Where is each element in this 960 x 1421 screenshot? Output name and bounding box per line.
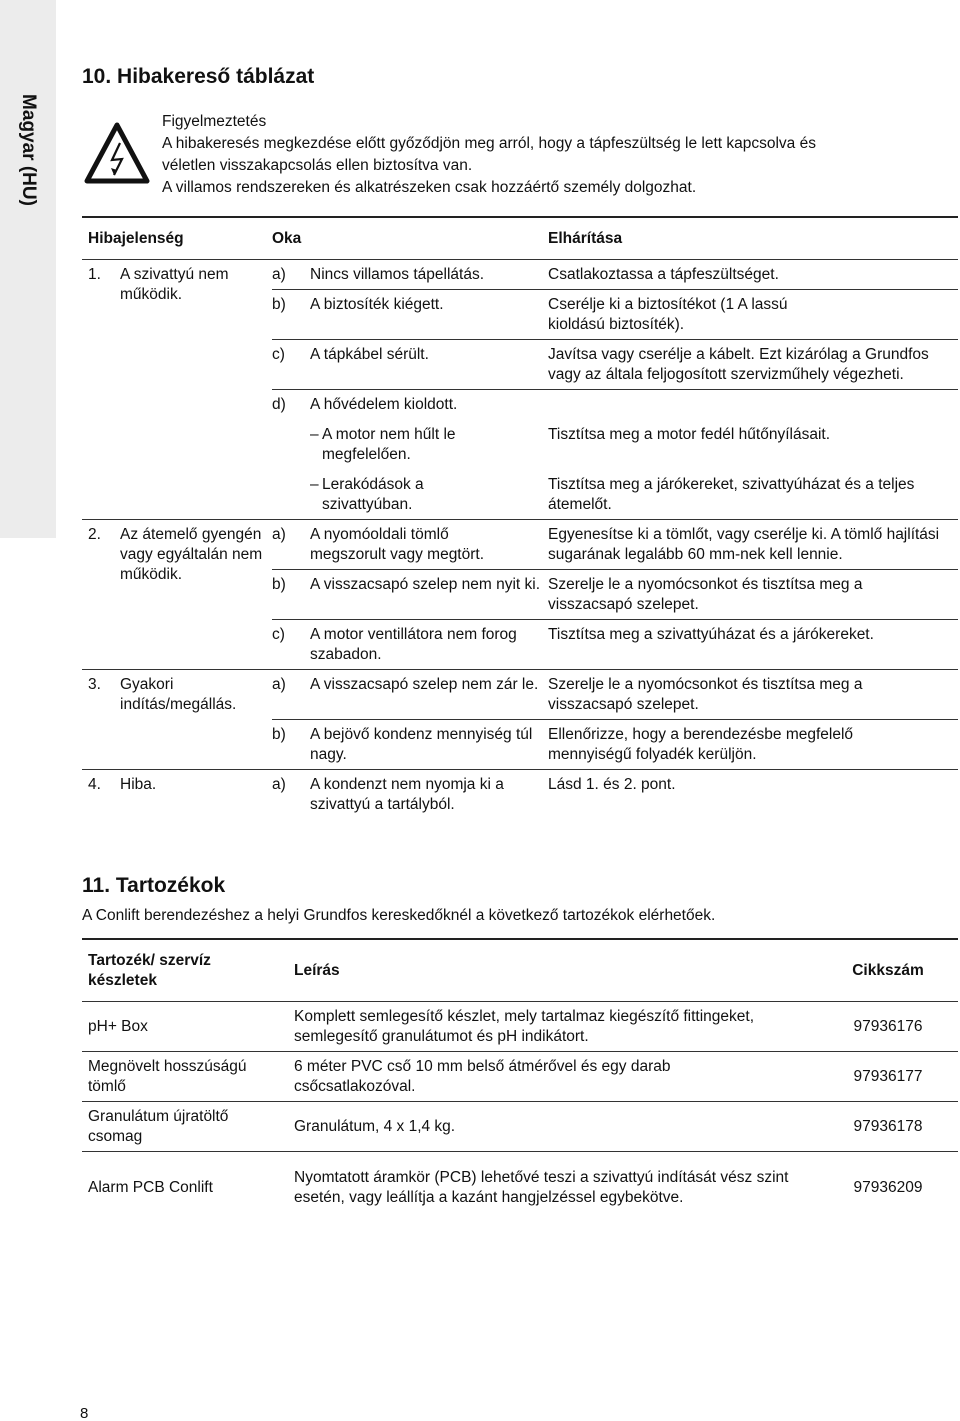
remedy-text: Tisztítsa meg a járókereket, szivattyúházat és a teljes átemelőt. <box>548 476 915 513</box>
cause-row <box>272 520 958 570</box>
subcause-row <box>272 415 958 465</box>
fault-group <box>82 260 958 520</box>
cause-text: A biztosíték kiégett. <box>310 296 444 313</box>
cause-letter: b) <box>272 726 286 743</box>
warning-line: véletlen visszakapcsolás ellen biztosítva van. <box>162 157 473 174</box>
fault-causes <box>272 520 958 669</box>
accessory-name: Alarm PCB Conlift <box>88 1179 213 1196</box>
fault-group <box>82 520 958 670</box>
warning-heading: Figyelmeztetés <box>162 113 267 130</box>
accessories-intro: A Conlift berendezéshez a helyi Grundfos kereskedőknél a következő tartozékok elérhetőek. <box>82 907 716 924</box>
page-number: 8 <box>80 1405 89 1421</box>
fault-causes <box>272 770 958 819</box>
accessory-name: Granulátum újratöltő csomag <box>88 1107 229 1145</box>
electrical-warning-triangle-icon <box>84 122 150 184</box>
remedy-text: Lásd 1. és 2. pont. <box>548 776 676 793</box>
remedy-text: Szerelje le a nyomócsonkot és tisztítsa meg a visszacsapó szelepet. <box>548 576 863 613</box>
remedy-text: Szerelje le a nyomócsonkot és tisztítsa meg a visszacsapó szelepet. <box>548 676 863 713</box>
subcause-dash: – <box>310 476 319 493</box>
cause-text: A visszacsapó szelep nem zár le. <box>310 676 539 693</box>
remedy-text <box>548 395 958 415</box>
cause-row <box>272 670 958 720</box>
cause-row <box>272 620 958 669</box>
header-remedy: Elhárítása <box>548 229 623 247</box>
fault-symptom-text: Hiba. <box>120 776 157 793</box>
cause-row <box>272 260 958 290</box>
fault-symptom <box>82 670 272 769</box>
remedy-text: Ellenőrizze, hogy a berendezésbe megfelelő mennyiségű folyadék kerüljön. <box>548 726 854 763</box>
cause-row <box>272 770 958 819</box>
accessory-row <box>82 1002 958 1052</box>
warning-line: A hibakeresés megkezdése előtt győződjön meg arról, hogy a tápfeszültség le lett kapcsolva és <box>162 135 816 152</box>
language-label: Magyar (HU) <box>18 94 39 206</box>
accessory-product-number: 97936176 <box>853 1017 923 1035</box>
cause-row <box>272 340 958 390</box>
subcause-dash: – <box>310 426 319 443</box>
cause-row <box>272 390 958 415</box>
accessory-row <box>82 1102 958 1152</box>
remedy-text: Cserélje ki a biztosítékot (1 A lassú kioldású biztosíték). <box>548 296 788 333</box>
fault-number: 3. <box>88 676 101 693</box>
cause-text: Nincs villamos tápellátás. <box>310 266 485 283</box>
fault-symptom <box>82 520 272 669</box>
cause-row <box>272 290 958 340</box>
remedy-text: Tisztítsa meg a motor fedél hűtőnyílásait. <box>548 426 830 443</box>
cause-text: A nyomóoldali tömlő megszorult vagy megtört. <box>310 526 485 563</box>
fault-group <box>82 670 958 770</box>
accessory-name: Megnövelt hosszúságú tömlő <box>88 1057 247 1095</box>
fault-causes <box>272 260 958 519</box>
cause-text: A bejövő kondenz mennyiség túl nagy. <box>310 726 533 763</box>
accessory-row <box>82 1152 958 1224</box>
cause-letter: d) <box>272 396 286 413</box>
header-cause: Oka <box>272 229 302 247</box>
accessory-product-number: 97936209 <box>853 1179 923 1196</box>
cause-letter: a) <box>272 776 286 793</box>
cause-text: A motor ventillátora nem forog szabadon. <box>310 626 517 663</box>
accessory-description: Granulátum, 4 x 1,4 kg. <box>294 1117 456 1135</box>
accessory-description: Komplett semlegesítő készlet, mely tartalmaz kiegészítő fittingeket, semlegesítő granulátumot és pH indikátort. <box>294 1007 755 1045</box>
fault-number: 4. <box>88 776 101 793</box>
accessories-table <box>82 938 958 1224</box>
remedy-text: Csatlakoztassa a tápfeszültséget. <box>548 266 779 283</box>
header-product-number: Cikkszám <box>852 961 924 979</box>
fault-symptom <box>82 770 272 819</box>
fault-number: 2. <box>88 526 101 543</box>
troubleshooting-table <box>82 216 958 819</box>
subcause-text: A motor nem hűlt le megfelelően. <box>322 426 456 463</box>
language-side-tab <box>0 0 56 538</box>
remedy-text: Javítsa vagy cserélje a kábelt. Ezt kizárólag a Grundfos vagy az általa feljogosított szervizműhely végezheti. <box>548 346 929 383</box>
cause-text: A tápkábel sérült. <box>310 346 429 363</box>
header-accessory: Tartozék/ szervíz készletek <box>88 951 211 989</box>
fault-symptom-text: Gyakori indítás/megállás. <box>120 676 237 713</box>
cause-text: A hővédelem kioldott. <box>310 396 458 413</box>
fault-symptom-text: A szivattyú nem működik. <box>120 266 229 303</box>
accessory-name: pH+ Box <box>88 1017 148 1035</box>
fault-number: 1. <box>88 266 101 283</box>
fault-symptom-text: Az átemelő gyengén vagy egyáltalán nem működik. <box>120 526 263 583</box>
cause-letter: b) <box>272 296 286 313</box>
remedy-text: Tisztítsa meg a szivattyúházat és a járókereket. <box>548 626 874 643</box>
cause-text: A visszacsapó szelep nem nyit ki. <box>310 576 541 593</box>
warning-block <box>162 111 952 199</box>
section-11-title: 11. Tartozékok <box>82 874 226 897</box>
accessory-product-number: 97936178 <box>853 1117 923 1135</box>
remedy-text: Egyenesítse ki a tömlőt, vagy cserélje ki. A tömlő hajlítási sugarának legalább 60 mm-nek kell lennie. <box>548 526 940 563</box>
cause-letter: c) <box>272 346 285 363</box>
header-description: Leírás <box>294 961 340 979</box>
fault-group <box>82 770 958 819</box>
cause-letter: a) <box>272 526 286 543</box>
cause-letter: a) <box>272 266 286 283</box>
fault-symptom <box>82 260 272 519</box>
fault-causes <box>272 670 958 769</box>
cause-row <box>272 570 958 620</box>
troubleshooting-table-header <box>82 218 958 260</box>
accessory-product-number: 97936177 <box>853 1067 923 1085</box>
subcause-row <box>272 465 958 519</box>
cause-text: A kondenzt nem nyomja ki a szivattyú a tartályból. <box>310 776 504 813</box>
subcause-text: Lerakódások a szivattyúban. <box>322 476 424 513</box>
cause-letter: b) <box>272 576 286 593</box>
accessory-row <box>82 1052 958 1102</box>
accessories-table-header <box>82 940 958 1002</box>
section-10-title: 10. Hibakereső táblázat <box>82 65 315 88</box>
header-symptom: Hibajelenség <box>88 229 184 247</box>
cause-letter: a) <box>272 676 286 693</box>
warning-line: A villamos rendszereken és alkatrészeken csak hozzáértő személy dolgozhat. <box>162 179 697 196</box>
cause-letter: c) <box>272 626 285 643</box>
accessory-description: 6 méter PVC cső 10 mm belső átmérővel és egy darab csőcsatlakozóval. <box>294 1057 671 1095</box>
accessory-description: Nyomtatott áramkör (PCB) lehetővé teszi a szivattyú indítását vész szint esetén, vagy leállítja a kazánt hangjelzéssel egybekötve. <box>294 1169 789 1206</box>
cause-row <box>272 720 958 769</box>
